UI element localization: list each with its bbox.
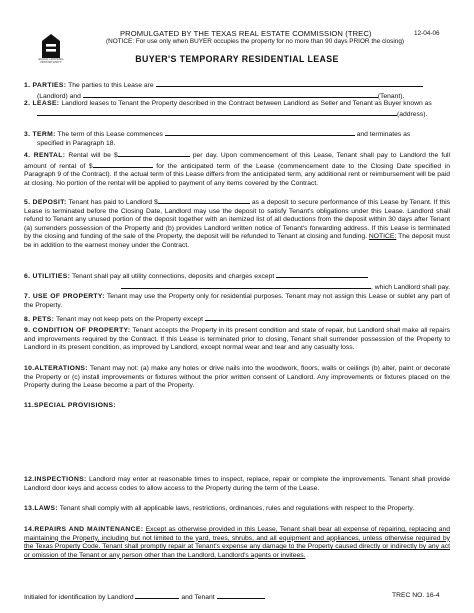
section-heading: 7. USE OF PROPERTY: <box>24 293 105 300</box>
section-heading: 9. CONDITION OF PROPERTY: <box>24 327 131 334</box>
tenant-name-field[interactable] <box>83 91 378 98</box>
utility-exceptions-field-2[interactable] <box>121 282 371 289</box>
pets-exception-field[interactable] <box>205 314 400 321</box>
section-special-provisions[interactable] <box>24 402 450 474</box>
deposit-amount-field[interactable] <box>158 197 250 204</box>
section-lease: 2. LEASE: Landlord leases to Tenant the Property described in the Contract between Landlord as Seller and Tenant as Buyer known as (address). <box>24 100 432 118</box>
section-term: 3. TERM: The term of this Lease commences and terminates as specified in Paragraph 18. <box>24 131 411 147</box>
section-heading: 4. RENTAL: <box>24 152 66 159</box>
section-use-of-property: 7. USE OF PROPERTY: Tenant may use the Property only for residential purposes. Tenant may not assign this Lease or sublet any part of the Property. <box>24 293 450 309</box>
section-condition-of-property: 9. CONDITION OF PROPERTY: Tenant accepts the Property in its present condition and state of repair, but Landlord shall make all repairs and improvements required by the Contract. If this Lease is terminated prior to closing, Tenant shall surrender possession of the Property to Landlord in its present condition, as improved by Landlord, except normal wear and tear and any casualty loss. <box>24 327 450 352</box>
landlord-initials-field[interactable] <box>135 592 179 599</box>
total-rent-field[interactable] <box>93 161 153 168</box>
section-repairs-and-maintenance: 14.REPAIRS AND MAINTENANCE: Except as otherwise provided in this Lease, Tenant shall bear all expense of repairing, replacing and maintaining the Property, including but not limited to the yard, trees, shrubs, and all equipment and appliances, unless otherwise required by the Texas Property Code. Tenant shall promptly repair at Tenant's expense any damage to the Property caused directly or indirectly by any act or omission of the Tenant or any person other than the Landlord, Landlord's agents or invitees. <box>24 526 450 559</box>
section-heading: 1. PARTIES: <box>24 82 67 89</box>
section-heading: 6. UTILITIES: <box>24 273 71 280</box>
form-date: 12-04-06 <box>414 30 440 37</box>
section-deposit: 5. DEPOSIT: Tenant has paid to Landlord $ as a deposit to secure performance of this Lease by Tenant. If this Lease is terminated before the Closing Date, Landlord may use the deposit to satisfy Tenant's obligations under this Lease. Landlord shall refund to Tenant any unused portion of the deposit together with an itemized list of all deductions from the deposit within 30 days after Tenant (a) surrenders possession of the Property and (b) provides Landlord written notice of Tenant's forwarding address. If this Lease is terminated by the closing and funding of the sale of the Property, the deposit will be refunded to Tenant at closing and funding. NOTICE: The deposit must be in addition to the earnest money under the Contract. <box>24 199 450 249</box>
property-address-field[interactable] <box>37 109 397 116</box>
tenant-initials-field[interactable] <box>217 592 265 599</box>
utility-exceptions-field[interactable] <box>276 271 368 278</box>
equal-housing-caption: EQUAL HOUSING OPPORTUNITY <box>38 57 64 65</box>
section-heading: 14.REPAIRS AND MAINTENANCE: <box>24 526 144 533</box>
section-heading: 8. PETS: <box>24 316 55 323</box>
section-laws: 13.LAWS: Tenant shall comply with all applicable laws, restrictions, ordinances, rules and regulations with respect to the Property. <box>24 505 415 512</box>
daily-rent-field[interactable] <box>118 150 190 157</box>
section-inspections: 12.INSPECTIONS: Landlord may enter at reasonable times to inspect, replace, repair or complete the improvements. Tenant shall provide Landlord door keys and access codes to allow access to the Property during the term of the Lease. <box>24 476 450 492</box>
section-heading: 5. DEPOSIT: <box>24 199 67 206</box>
section-parties: 1. PARTIES: The parties to this Lease are (Landlord) and (Tenant). <box>24 80 450 101</box>
section-heading: 11.SPECIAL PROVISIONS: <box>24 402 116 409</box>
section-heading: 13.LAWS: <box>24 505 58 512</box>
usage-notice: (NOTICE: For use only when BUYER occupies the property for no more than 90 days PRIOR the closing) <box>106 38 405 45</box>
section-heading: 3. TERM: <box>24 131 56 138</box>
section-heading: 12.INSPECTIONS: <box>24 476 87 483</box>
notice-label: NOTICE: <box>368 233 397 241</box>
initials-line: Initialed for identification by Landlord and Tenant <box>24 592 265 601</box>
form-number: TREC NO. 16-4 <box>392 592 440 599</box>
section-heading: 2. LEASE: <box>24 100 60 107</box>
section-heading: 10.ALTERATIONS: <box>24 365 88 372</box>
section-alterations: 10.ALTERATIONS: Tenant may not: (a) make any holes or drive nails into the woodwork, floors, walls or ceilings (b) alter, paint or decorate the Property or (c) install improvements or fixtures without the prior written consent of Landlord. Any improvements or fixtures placed on the Property during the Lease become a part of the Property. <box>24 365 450 390</box>
document-title: BUYER'S TEMPORARY RESIDENTIAL LEASE <box>135 54 339 64</box>
section-pets: 8. PETS: Tenant may not keep pets on the Property except <box>24 314 450 325</box>
section-utilities: 6. UTILITIES: Tenant shall pay all utility connections, deposits and charges except , which Landlord shall pay. <box>24 273 450 291</box>
section-rental: 4. RENTAL: Rental will be $ per day. Upon commencement of this Lease, Tenant shall pay to Landlord the full amount of rental of $ for the anticipated term of the Lease (commencement date to the Closing Date specified in Paragraph 9 of the Contract). If the actual term of this Lease differs from the anticipated term, any additional rent or reimbursement will be paid at closing. No portion of the rental will be applied to payment of any items covered by the Contract. <box>24 152 450 187</box>
promulgated-header: PROMULGATED BY THE TEXAS REAL ESTATE COMMISSION (TREC) <box>120 29 372 38</box>
landlord-name-field[interactable] <box>156 80 423 87</box>
lease-start-date-field[interactable] <box>165 129 355 136</box>
